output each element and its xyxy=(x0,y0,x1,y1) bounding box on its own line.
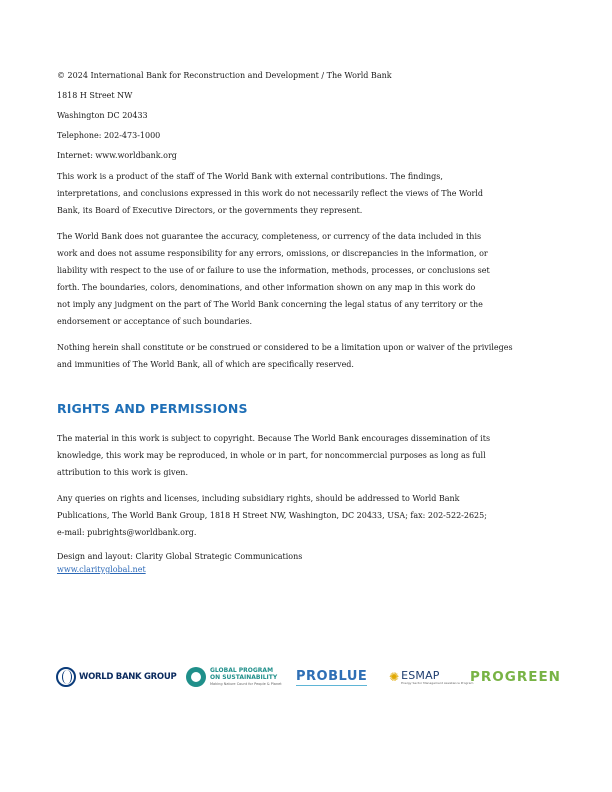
global-program-wordmark xyxy=(210,667,282,688)
text-line: Publications, The World Bank Group, 1818 H Street NW, Washington, DC 20433, USA; fax: 202-522-2625; xyxy=(57,511,487,520)
world-bank-group-wordmark: WORLD BANK GROUP xyxy=(79,672,177,682)
problue-logo xyxy=(296,664,367,690)
sun-icon: ✺ xyxy=(389,670,400,684)
globe-icon xyxy=(56,667,76,687)
text-line: forth. The boundaries, colors, denominations, and other information shown on any map in this work do xyxy=(57,283,476,292)
disclaimer-paragraph-1 xyxy=(57,168,527,219)
rights-heading: RIGHTS AND PERMISSIONS xyxy=(57,401,248,416)
text-line: This work is a product of the staff of The World Bank with external contributions. The findings, xyxy=(57,172,443,181)
text-line: liability with respect to the use of or failure to use the information, methods, processes, or conclusions set xyxy=(57,266,490,275)
text-line: not imply any judgment on the part of The World Bank concerning the legal status of any territory or the xyxy=(57,300,483,309)
world-bank-group-logo xyxy=(56,664,176,690)
text-line: Bank, its Board of Executive Directors, or the governments they represent. xyxy=(57,206,363,215)
text-line: knowledge, this work may be reproduced, in whole or in part, for noncommercial purposes as long as full xyxy=(57,451,486,460)
partner-logos xyxy=(56,664,561,690)
text-line: Nothing herein shall constitute or be construed or considered to be a limitation upon or waiver of the privileges xyxy=(57,343,513,352)
leaf-circle-icon xyxy=(186,667,206,687)
esmap-wordmark: ESMAP xyxy=(401,668,440,682)
esmap-wordmark-group xyxy=(401,670,473,685)
text-line: work and does not assume responsibility for any errors, omissions, or discrepancies in the information, or xyxy=(57,249,488,258)
text-line: Any queries on rights and licenses, including subsidiary rights, should be addressed to World Bank xyxy=(57,494,460,503)
text-line: interpretations, and conclusions expressed in this work do not necessarily reflect the views of The World xyxy=(57,189,484,198)
text-line: and immunities of The World Bank, all of which are specifically reserved. xyxy=(57,360,354,369)
copyright-line: © 2024 International Bank for Reconstruction and Development / The World Bank xyxy=(57,71,392,80)
address-street: 1818 H Street NW xyxy=(57,91,133,100)
esmap-tagline: Energy Sector Management Assistance Program xyxy=(401,680,474,685)
text-line: e-mail: pubrights@worldbank.org. xyxy=(57,528,197,537)
rights-paragraph-2 xyxy=(57,490,527,541)
text-line: attribution to this work is given. xyxy=(57,468,189,477)
text-line: endorsement or acceptance of such boundaries. xyxy=(57,317,253,326)
text-line: The material in this work is subject to copyright. Because The World Bank encourages dissemination of its xyxy=(57,434,491,443)
clarity-global-link[interactable]: www.clarityglobal.net xyxy=(57,565,146,574)
global-program-sustainability-logo xyxy=(186,664,282,690)
disclaimer-paragraph-3 xyxy=(57,339,527,373)
problue-wordmark: PROBLUE xyxy=(296,668,368,684)
esmap-logo xyxy=(389,664,473,690)
address-city: Washington DC 20433 xyxy=(57,111,148,120)
gps-line-1: GLOBAL PROGRAM xyxy=(210,666,274,674)
address-internet: Internet: www.worldbank.org xyxy=(57,151,177,160)
progreen-logo xyxy=(470,664,561,690)
address-telephone: Telephone: 202-473-1000 xyxy=(57,131,161,140)
text-line: The World Bank does not guarantee the accuracy, completeness, or currency of the data included in this xyxy=(57,232,482,241)
design-credit xyxy=(57,550,527,576)
design-credit-text: Design and layout: Clarity Global Strategic Communications xyxy=(57,552,303,561)
page-content xyxy=(57,70,527,576)
progreen-wordmark: PROGREEN xyxy=(470,669,561,685)
gps-tagline: Making Nature Count for People & Planet xyxy=(210,681,282,686)
rights-paragraph-1 xyxy=(57,430,527,481)
gps-line-2: ON SUSTAINABILITY xyxy=(210,673,278,681)
disclaimer-paragraph-2 xyxy=(57,228,527,330)
